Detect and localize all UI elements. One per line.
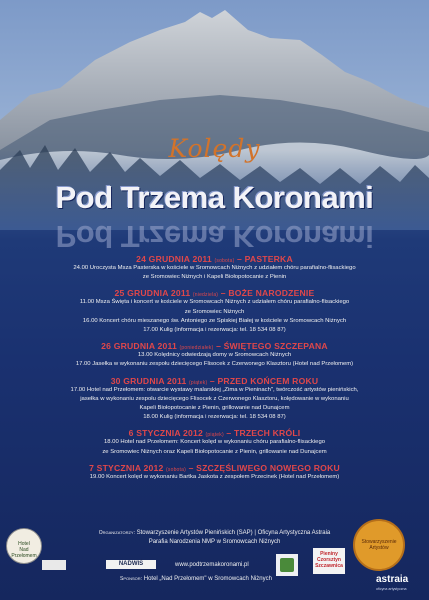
event-heading (0, 428, 429, 438)
event-line: 17.00 Hotel nad Przełomem: otwarcie wystawy malarskiej „Zima w Pieninach", twórczość artystów pienińskich, (70, 386, 359, 393)
event-date: 25 GRUDNIA 2011 (114, 288, 191, 299)
hotel-logo-text: Przełomem (11, 553, 37, 559)
event-heading (0, 288, 429, 298)
event-day: (sobota) (214, 258, 235, 264)
badge-text: Stowarzyszenie Artystów (361, 539, 397, 551)
event-date: 24 GRUDNIA 2011 (136, 254, 212, 264)
sponsor-label: Sponsor: (120, 576, 143, 582)
event-date: 26 GRUDNIA 2011 (101, 341, 177, 352)
event-heading (0, 341, 429, 351)
event-line: 16.00 Koncert chóru mieszanego św. Antoniego ze Spiskiej Białej w kościele w Sromowcach Niżnych (82, 317, 347, 324)
astraia-subtitle: oficyna artystyczna (376, 587, 407, 591)
event-day: (sobota) (166, 466, 186, 473)
event-line: Kapeli Biołopotocanie z Pienin, grillowanie nad Dunajcem (139, 405, 290, 412)
pieniny-logo-text: Czorsztyn (317, 557, 341, 563)
event-name: – ŚWIĘTEGO SZCZEPANA (216, 341, 328, 352)
event-line: 18.00 Kulig (informacja i rezerwacja: tel. 18 534 08 87) (143, 414, 286, 421)
event-item (0, 463, 429, 482)
astraia-logo: astraia (376, 574, 409, 585)
event-date: 6 STYCZNIA 2012 (128, 428, 203, 439)
poster-title-reflection: Pod Trzema Koronami (55, 219, 374, 254)
event-date: 7 STYCZNIA 2012 (89, 462, 164, 473)
event-heading (0, 254, 429, 264)
pieniny-logo-text: Szczawnica (315, 563, 343, 569)
event-heading (0, 376, 429, 386)
event-line: ze Sromowiec Niżnych oraz Kapeli Biołopotocanie z Pienin, grillowanie nad Dunajcem (102, 448, 327, 455)
hotel-logo-text: Hotel (18, 541, 30, 547)
event-line: 19.00 Koncert kolęd w wykonaniu Bartka Jaskota z zespołem Przecinek (Hotel nad Przełomem) (89, 473, 340, 480)
website-link[interactable]: www.podtrzemakoronami.pl (175, 562, 249, 568)
poster-title: Pod Trzema Koronami (55, 180, 374, 215)
event-name: – BOŻE NARODZENIE (220, 288, 315, 299)
event-line: 17.00 Jasełka w wykonaniu zespołu dziecięcego Flisocek z Czerwonego Klasztoru (Hotel nad Przełomem) (75, 361, 354, 368)
pieniny-logo (313, 548, 345, 574)
event-line: 24.00 Uroczysta Msza Pasterska w kościele w Sromowcach Niżnych z udziałem chóru parafialno-flisackiego (73, 265, 356, 271)
event-day: (niedziela) (192, 292, 219, 299)
event-list (0, 254, 429, 488)
partner-logo-nadwis: NADWIŚ (106, 560, 156, 569)
sponsor-text: Hotel „Nad Przełomem" w Sromowcach Niżnych (143, 576, 272, 582)
event-item (0, 428, 429, 456)
event-item (0, 288, 429, 335)
event-name: – PASTERKA (237, 254, 293, 264)
event-day: (piątek) (205, 432, 224, 439)
event-name: – TRZECH KRÓLI (226, 428, 301, 439)
event-item (0, 376, 429, 423)
organizers-line-2: Parafia Narodzenia NMP w Sromowcach Niżnych (148, 539, 281, 545)
sponsor-line (120, 576, 272, 582)
event-heading (0, 463, 429, 473)
association-badge (353, 519, 405, 571)
hotel-logo-text: Nad (19, 547, 29, 553)
event-line: 13.00 Kolędnicy odwiedzają domy w Sromowcach Niżnych (137, 352, 292, 359)
event-day: (poniedziałek) (179, 345, 214, 352)
event-date: 30 GRUDNIA 2011 (110, 375, 187, 386)
event-line: 18.00 Hotel nad Przełomem: Koncert kolęd w wykonaniu chóru parafialno-flisackiego (103, 439, 326, 446)
event-item (0, 254, 429, 282)
event-line: ze Sromowiec Niżnych (184, 308, 245, 315)
event-name: – SZCZĘŚLIWEGO NOWEGO ROKU (188, 462, 340, 473)
partner-logo (42, 560, 66, 570)
event-day: (piątek) (189, 379, 208, 386)
event-line: ze Sromowiec Niżnych i Kapeli Biołopotocanie z Pienin (142, 274, 287, 281)
event-item (0, 341, 429, 369)
organizers-label: Organizatorzy: (98, 530, 135, 536)
koledy-heading: Kolędy (168, 134, 261, 163)
event-name: – PRZED KOŃCEM ROKU (209, 375, 319, 386)
event-line: 17.00 Kulig (informacja i rezerwacja: tel. 18 534 08 87) (143, 327, 286, 334)
partner-logo-green (276, 554, 298, 576)
pieniny-logo-text: Pieniny (320, 551, 338, 557)
event-line: jasełka w wykonaniu zespołu dziecięcego Flisocek z Czerwonego Klasztoru, kolędowanie w wykonaniu (80, 395, 349, 402)
event-line: 11.00 Msza Święta i koncert w kościele w Sromowcach Niżnych z udziałem chóru parafialno-flisackiego (79, 299, 350, 306)
organizers-text: Stowarzyszenie Artystów Pienińskich (SAP) | Oficyna Artystyczna Astraia (136, 530, 331, 536)
